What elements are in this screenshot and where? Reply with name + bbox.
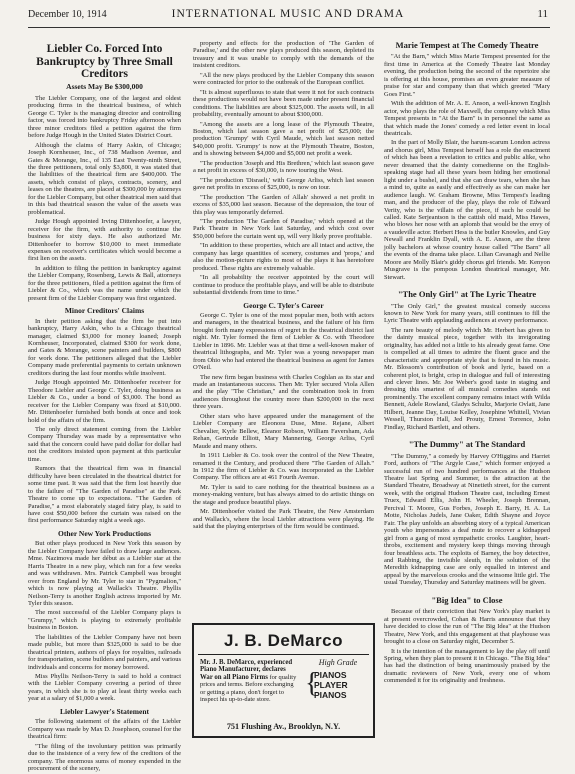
article-paragraph: "All the new plays produced by the Liebler Company this season were contracted for prior to the outbreak of the European conflict. (193, 71, 374, 87)
article-paragraph: Because of their conviction that New York's play market is at present overcrowded, Cohan & Harris announce that they have decided to close the run of "The Big Idea" at the Hudson Theatre, New York, and this engagement at that playhouse was brought to a close on Saturday night, December 5. (384, 608, 550, 646)
subhead-lawyer-statement: Liebler Lawyer's Statement (59, 706, 149, 716)
ad-body-bold: Mr. J. B. DeMarco, experienced Piano Manufacturer, declares War on all Piano Firms (200, 659, 293, 681)
article-paragraph: Rumors that the theatrical firm was in financial difficulty have been circulated in the theatrical district for some time past. It was said that the firm lost heavily due to the failure of "The Garden of Paradise" at the Park Theatre to come up to expectations. "The Garden of Paradise," a most elaborately staged fairy play, is said to have cost $50,000 before the curtain was raised on the first performance Saturday night a week ago. (28, 465, 181, 525)
article-paragraph: The following statement of the affairs of the Liebler Company was made by Max D. Josephson, counsel for the theatrical firm: (28, 718, 181, 741)
article-paragraph: "The Only Girl," the greatest musical comedy success known to New York for many years, still continues to fill the Lyric Theatre with applauding audiences at every performance. (384, 302, 550, 325)
column-middle (193, 40, 374, 533)
article-paragraph: Judge Hough appointed Mr. Dittenhoefer receiver for Theodore Liebler and George C. Tyler, doing business as Liebler & Co., under a bond of $3,000. The bond as receiver for the Liebler Company was fixed at $10,000. Mr. Dittenhoefer furnished both bonds at once and took hold of the affairs of the firm. (28, 379, 181, 424)
article-paragraph: Miss Phyllis Neilson-Terry is said to hold a contract with the Liebler Company covering a period of three years, in which she is to play at least thirty weeks each year at a salary of $1,000 a week. (28, 673, 181, 703)
ad-grade: High Grade (318, 658, 358, 667)
masthead (28, 8, 548, 24)
article-paragraph: "The production 'The Garden of Allah' showed a net profit in excess of $35,000 last season. Because of the depression, the tour of this play was temporarily deferred. (193, 193, 374, 216)
ad-address: 751 Flushing Av., Brooklyn, N.Y. (226, 722, 341, 731)
subhead-other-productions: Other New York Productions (58, 528, 151, 538)
article-paragraph: "The Dummy," a comedy by Harvey O'Higgins and Harriet Ford, authors of "The Argyle Case," which former enjoyed a successful run of two hundred performances at the Hudson Theatre last Spring and Summer, is the attraction at the Standard Theatre, Broadway at Ninetieth street, for the current week, with the original Hudson Theatre cast, including Ernest Truex, Edward Ellis, John H. Wheeler, Joseph Brennan, Percival T. Moore, Gus Forbes, Joseph E. Barry, H. A. La Motte, Nicholas Judels, Jane Oaker, Edith Shayne and Joyce Fair. The play unfolds an absorbing story of a typical American youth who impersonates a deaf mute to recover a kidnapped girl from a gang of most sympathetic crooks. Laughter, heart-throbs, excitement and mystery keep things moving through four breathless acts. The exploits of Barney, the boy detective, and Rabbing, the invisible sleuth, in the solution of the Meredith kidnapping case are only equalled in interest and appeal by the marvelous crooks and the winsome little girl. The usual Tuesday, Thursday and Saturday matinees will be given. (384, 452, 550, 587)
brace-icon: { (305, 668, 319, 699)
headline-big-idea: "Big Idea" to Close (431, 594, 503, 605)
article-paragraph: The rare beauty of melody which Mr. Herbert has given to the dainty musical piece, together with its invigorating originality, has added not a little to his already great fame. One is compelled at all times to admire the fluent grace and the characteristic and appropriate style that is found in his music. Mr. Blossom's contribution of book and lyric, based on a coherent plot, is bright, crisp in dialogue and full of interesting and clever lines. Mr. Joe Weber's good taste in staging and dressing this smartest of all musical comedies stands out prominently. The excellent company remains intact with Wilda Bennett, Adele Rowland, Gladys Schultz, Marjorie Ovlatt, Jane Hilbert, Jeanne Day, Louise Kelley, Josephine Whittell, Vivian Wessell, Thurston Hall, Jed Prouty, Ernest Torrence, John Findlay, Richard Bartlett, and others. (384, 326, 550, 431)
article-paragraph: With the addition of Mr. A. E. Anson, a well-known English actor, who plays the role of Maxwell, the company which Miss Tempest presents in "At the Barn" is in personnel the same as that which made the Jones' comedy a red letter event in local theatricals. (384, 100, 550, 137)
article-paragraph: "In addition to these properties, which are all intact and active, the company has large quantities of scenery, costumes and 'props,' and also the motion-picture rights to most of the plays it has heretofore produced. These rights are extremely valuable. (193, 242, 374, 272)
article-paragraph: Mr. Tyler is said to care nothing for the theatrical business as a money-making venture, but has always aimed to do artistic things on the stage and produce beautiful plays. (193, 483, 374, 506)
article-paragraph: "At the Barn," which Miss Marie Tempest presented for the first time in America at the Comedy Theatre last Monday evening, the production being the second of the repertoire she is offering at this house, promises an even greater measure of praise for star and company than that which greeted "Mary Goes First." (384, 53, 550, 98)
page-number: 11 (537, 8, 548, 20)
ad-product: PLAYER (314, 680, 348, 690)
article-paragraph: "The filing of the involuntary petition was primarily due to the insistence of a very few of the creditors of the company. The enormous sums of money expended in the procurement of the scenery, (28, 742, 181, 773)
article-paragraph: In their petition asking that the firm be put into bankruptcy, Harry Askin, who is a Chicago theatrical manager, claimed $3,000 for money loaned; Joseph Kornheuser, Incorporated, claimed $300 for work done, and Gates & Morange, scene painters and builders, $800 for work done. The petitioners alleged that the Liebler Company made preferential payments to certain unknown creditors during the last four months while insolvent. (28, 317, 181, 377)
article-paragraph: George C. Tyler is one of the most popular men, both with actors and managers, in the theatrical business, and the failure of his firm brought forth many expressions of regret in the theatrical district last night. Mr. Tyler formed the firm of Liebler & Co. with Theodore Liebler in 1896. Mr. Liebler was at that time a well-known maker of theatrical lithographs, and Mr. Tyler was a young newspaper man from Ohio who had entered the theatrical business as agent for James O'Neil. (193, 311, 374, 372)
ad-divider (198, 654, 369, 655)
article-paragraph: "It is almost superfluous to state that were it not for such contracts these productions would not have been made under present financial conditions. The liabilities are about $325,000. The assets will, in all probability, eventually amount to about $300,000. (193, 88, 374, 119)
ad-body-rest: for quality prices and terms. Before exchanging or getting a piano, don't forget to inspect his up-to-date store. (200, 673, 297, 704)
demarco-advertisement (192, 623, 375, 738)
headline-liebler-bankruptcy: Liebler Co. Forced Into Bankruptcy by Three Small Creditors (36, 43, 173, 80)
article-paragraph: The Liebler Company, one of the largest and oldest producing firms in the theatrical business, of which George C. Tyler is the managing director and controlling factor, was forced into bankruptcy Friday afternoon when three minor creditors filed a petition against the firm before Judge Hough in the United States District Court. (28, 94, 181, 140)
article-paragraph: "The production 'Joseph and His Brethren,' which last season gave a net profit in excess of $30,000, is now touring the West. (193, 159, 374, 175)
article-paragraph: Other stars who have appeared under the management of the Liebler Company are Eleonora Duse, Mme. Rejane, Albert Chevalier, Kyrle Bellew, Eleanor Robson, William Faversham, Ada Rehan, Gertrude Elliott, Mary Mannering, George Arliss, Cyril Maude and many others. (193, 412, 374, 450)
article-paragraph: "The production 'Disraeli,' with George Arliss, which last season gave net profits in excess of $25,000, is now on tour. (193, 176, 374, 192)
article-paragraph: The only direct statement coming from the Liebler Company Thursday was made by a representative who said that the concern could have paid dollar for dollar had not the creditors insisted upon payment at this particular time. (28, 425, 181, 463)
article-paragraph: In addition to filing the petition in bankruptcy against the Liebler Company, Rosenberg, Lewis & Ball, attorneys for the three petitioners, filed a petition against the firm of Liebler & Co., which was the name under which the present firm of the Liebler Company was first organized. (28, 264, 181, 302)
subhead-tyler-career: George C. Tyler's Career (243, 300, 324, 310)
article-paragraph: "The production 'The Garden of Paradise,' which opened at the Park Theatre in New York last Saturday, and which cost over $50,000 before the curtain went up, will very likely prove profitable. (193, 217, 374, 240)
article-paragraph: The most successful of the Liebler Company plays is "Grumpy," which is playing to extremely profitable business in Boston. (28, 609, 181, 632)
ad-product: PIANOS (314, 670, 347, 680)
subhead-minor-creditors: Minor Creditors' Claims (64, 306, 145, 316)
column-left (28, 40, 181, 774)
subhead-assets: Assets May Be $300,000 (66, 81, 143, 91)
article-paragraph: In the part of Molly Blair, the harum-scarum London actress and chorus girl, Miss Tempest herself has a role the enactment of which has been a revelation to critics and public alike, who never dreamed that the dainty comedienne on the English-speaking stage had all these years been hiding her emotional light under a bushel, and that she can draw tears, when she has a mind to, quite as easily and effectively as she can make her audience laugh. W. Graham Browne, Miss Tempest's leading man, and the producer of the play, plays the role of Edward Verity, who is the villain of the piece, if such he could be called. Kate Serjeantson is the cattish old maid, Miss Hawes, who blows her nose with an aplomb that would be the envy of a vaudeville actor. Herbert Hess is the butler Knowles, and Guy Newall and Franklin Dyall, with A. E. Anson, are the three jolly bachelors at whose country house called "The Barn" all the events of the drama take place. Lilian Cavanagh and Nellie Moore are Molly Blair's giddy chorus girl friends. Mr. Kenyon Musgrave is the pompous London theatrical manager, Mr. Stewart. (384, 139, 550, 281)
article-paragraph: Although the claims of Harry Askin, of Chicago; Joseph Kornheuser, Inc., of 738 Madison Avenue, and Gates & Morange, Inc., of 135 East Twenty-ninth Street, the three petitioners, total only $3,800, it was stated that the liabilities of the theatrical firm are $400,000. The assets, which consist of plays, contracts, scenery, and leases on the theatres, are placed at $300,000 by attorneys for the Liebler Company, but other theatrical men said that in this bad theatrical season the value of the assets was problematical. (28, 141, 181, 216)
article-paragraph: The new firm began business with Charles Coghlan as its star and made an instantaneous success. Then Mr. Tyler secured Viola Allen and the play "The Christian," and the combination took in from audiences throughout the country more than $200,000 in the next three years. (193, 373, 374, 411)
advertiser-name: J. B. DeMarco (224, 631, 343, 650)
article-paragraph: property and effects for the production of 'The Garden of Paradise,' and the other new plays produced this season, depleted its treasury and it was unable to comply with the demands of the insistent creditors. (193, 40, 374, 70)
article-paragraph: "In all probability the receiver appointed by the court will continue to produce the profitable plays, and will be able to distribute substantial dividends from time to time." (193, 274, 374, 297)
publication-title: INTERNATIONAL MUSIC AND DRAMA (171, 8, 405, 20)
article-paragraph: But other plays produced in New York this season by the Liebler Company have failed to draw large audiences. Mme. Nazimova made her début as a Liebler star at the Harris Theatre in a new play, which ran for a few weeks and was withdrawn. Mrs. Patrick Campbell was brought over from England by Mr. Tyler to star in "Pygmalion," which is now playing at Wallack's Theatre. Phyllis Neilson-Terry is another English actress imported by Mr. Tyler this season. (28, 540, 181, 607)
article-paragraph: In 1911 Liebler & Co. took over the control of the New Theatre, renamed it the Century, and produced there "The Garden of Allah." In 1912 the firm of Liebler & Co. was incorporated as the Liebler Company. The offices are at 461 Fourth Avenue. (193, 452, 374, 482)
headline-only-girl: "The Only Girl" at The Lyric Theatre (397, 289, 537, 300)
ad-product-list (314, 670, 348, 700)
article-paragraph: Judge Hough appointed Irving Dittenhoefer, a lawyer, receiver for the firm, with authority to continue the business for sixty days. He also authorized Mr. Dittenhoefer to borrow $10,000 to meet immediate expenses on receiver's certificates which would become a first lien on the assets. (28, 218, 181, 263)
headline-the-dummy: "The Dummy" at The Standard (408, 439, 526, 450)
ad-product: PIANOS (314, 690, 347, 700)
column-right (384, 40, 550, 687)
article-paragraph: Mr. Dittenhoefer visited the Park Theatre, the New Amsterdam and Wallack's, where the local Liebler attractions were playing. He said that the playing enterprises of the firm would be continued. (193, 508, 374, 531)
issue-date: December 10, 1914 (28, 9, 107, 20)
article-paragraph: It is the intention of the management to lay the play off until Spring, when they plan to present it in Chicago. "The Big Idea" has had the distinction of being unanimously praised by the dramatic reviewers of New York, every one of whom commended it for its originality and freshness. (384, 647, 550, 685)
article-paragraph: "Among the assets are a long lease of the Plymouth Theatre, Boston, which last season gave a net profit of $25,000; the production 'Grumpy' with Cyril Maude, which last season netted $40,000 profit. 'Grumpy' is now at the Plymouth Theatre, Boston, and is showing between $4,000 and $5,000 net profit a week. (193, 120, 374, 158)
ad-body (200, 659, 298, 703)
masthead-rule (28, 27, 550, 28)
article-paragraph: The liabilities of the Liebler Company have not been made public, but more than $325,000 is said to be due theatrical printers, authors of plays for royalties, railroads for transportation, scene builders and painters, and various individuals and concerns for money borrowed. (28, 633, 181, 671)
headline-marie-tempest: Marie Tempest at The Comedy Theatre (395, 40, 539, 50)
